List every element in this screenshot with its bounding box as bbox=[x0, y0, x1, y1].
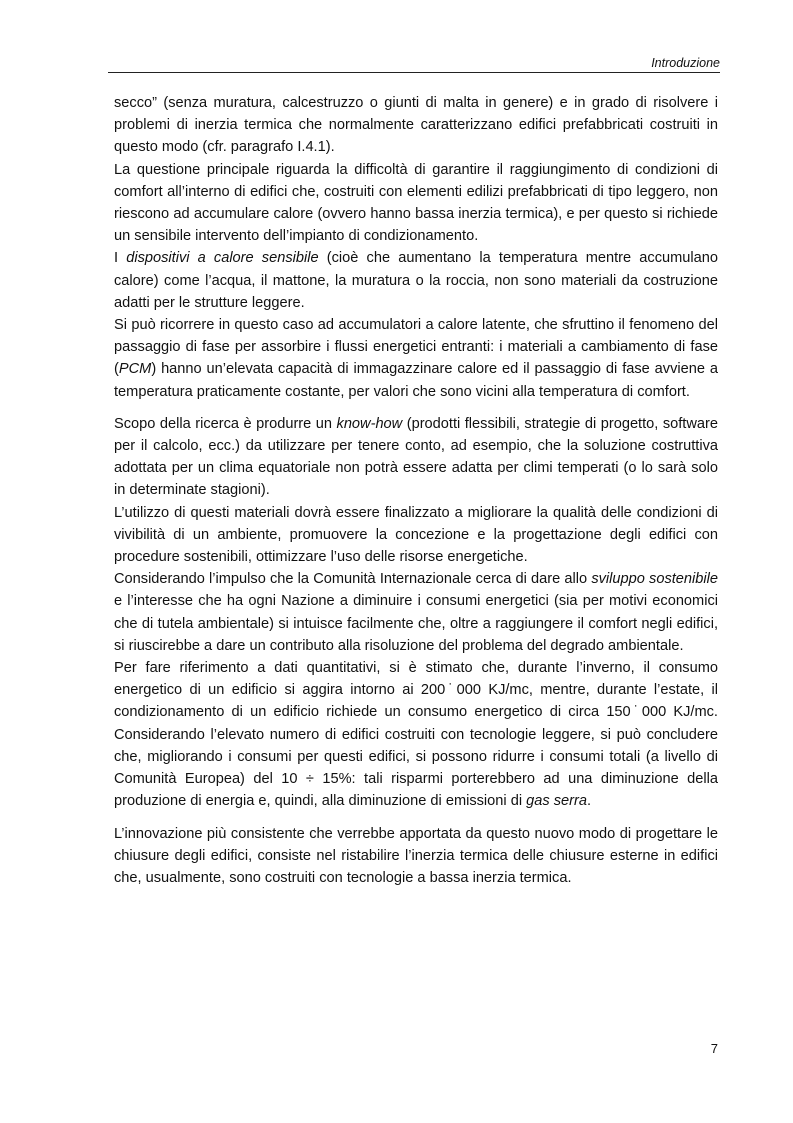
paragraph bbox=[114, 159, 718, 248]
paragraph-text: ) hanno un’elevata capacità di immagazzinare calore ed il passaggio di fase avviene a temperatura praticamente costante, per valori che sono vicini alla temperatura di comfort. bbox=[114, 361, 718, 400]
paragraph bbox=[114, 413, 718, 502]
paragraph-text: L’utilizzo di questi materiali dovrà essere finalizzato a migliorare la qualità delle condizioni di vivibilità di un ambiente, promuovere la concezione e la progettazione degli edifici con procedure sostenibili, ottimizzare l’uso delle risorse energetiche. bbox=[114, 504, 718, 566]
paragraph bbox=[114, 92, 718, 159]
paragraph-lead: Si può ricorrere in questo caso ad accumulatori a calore latente, che sfruttino il fenomeno del passaggio di fase per assorbire i flussi energetici entranti: i materiali a cambiamento di fase ( bbox=[114, 317, 718, 378]
running-header: Introduzione bbox=[651, 56, 720, 70]
paragraph-lead: I bbox=[114, 250, 127, 267]
paragraph bbox=[114, 823, 718, 890]
paragraph-text: (prodotti flessibili, strategie di progetto, software per il calcolo, ecc.) da utilizzare per tenere conto, ad esempio, che la soluzione costruttiva adottata per un clima equatoriale non potrà essere adatta per climi temperati (o lo sarà solo in determinate stagioni). bbox=[114, 415, 718, 499]
paragraph-lead: Scopo della ricerca è produrre un bbox=[114, 415, 337, 432]
paragraph-emphasis: know-how bbox=[336, 415, 403, 432]
paragraph-text: L’innovazione più consistente che verrebbe apportata da questo nuovo modo di progettare le chiusure degli edifici, consiste nel ristabilire l’inerzia termica delle chiusure esterne in edifici che, usualmente, sono costruiti con tecnologie a bassa inerzia termica. bbox=[114, 825, 718, 886]
paragraph-tail: . bbox=[586, 793, 592, 810]
paragraph-emphasis: dispositivi a calore sensibile bbox=[126, 250, 319, 267]
paragraph-text: secco” (senza muratura, calcestruzzo o giunti di malta in genere) e in grado di risolvere i problemi di inerzia termica che normalmente caratterizzano edifici prefabbricati costruiti in questo modo (cfr. paragrafo I.4.1). bbox=[114, 95, 718, 156]
page-number: 7 bbox=[710, 1041, 718, 1056]
paragraph-emphasis: sviluppo sostenibile bbox=[591, 571, 718, 588]
paragraph bbox=[114, 568, 718, 657]
paragraph-emphasis: PCM bbox=[118, 361, 152, 378]
header-rule bbox=[108, 72, 720, 73]
paragraph bbox=[114, 657, 718, 812]
paragraph-lead: Considerando l’impulso che la Comunità Internazionale cerca di dare allo bbox=[114, 571, 592, 588]
paragraph bbox=[114, 247, 718, 314]
paragraph bbox=[114, 314, 718, 403]
paragraph-emphasis: gas serra bbox=[526, 793, 587, 810]
paragraph-text: (cioè che aumentano la temperatura mentre accumulano calore) come l’acqua, il mattone, la muratura o la roccia, non sono materiali da costruzione adatti per le strutture leggere. bbox=[114, 250, 719, 311]
paragraph bbox=[114, 502, 718, 569]
paragraph-text: La questione principale riguarda la difficoltà di garantire il raggiungimento di condizioni di comfort all’interno di edifici che, costruiti con elementi edilizi prefabbricati di tipo leggero, non riescono ad accumulare calore (ovvero hanno bassa inerzia termica), e per questo si richiede un sensibile intervento dell’impianto di condizionamento. bbox=[114, 161, 718, 245]
body-text bbox=[114, 92, 718, 889]
paragraph-text: e l’interesse che ha ogni Nazione a diminuire i consumi energetici (sia per motivi economici che di tutela ambientale) si intuisce facilmente che, oltre a raggiungere il comfort negli edifici, si riuscirebbe a dare un contributo alla risoluzione del problema del degrado ambientale. bbox=[114, 593, 718, 654]
paragraph-text: Per fare riferimento a dati quantitativi, si è stimato che, durante l’inverno, il consumo energetico di un edificio si aggira intorno ai 200˙000 KJ/mc, mentre, durante l’estate, il condizionamento di un edificio richiede un consumo energetico di circa 150˙000 KJ/mc. Considerando l’elevato numero di edifici costruiti con tecnologie leggere, si può concludere che, migliorando i consumi per questi edifici, si possono ridurre i consumi totali (a livello di Comunità Europea) del 10 ÷ 15%: tali risparmi porterebbero ad una diminuzione della produzione di energia e, quindi, alla diminuzione di emissioni di bbox=[114, 660, 718, 810]
